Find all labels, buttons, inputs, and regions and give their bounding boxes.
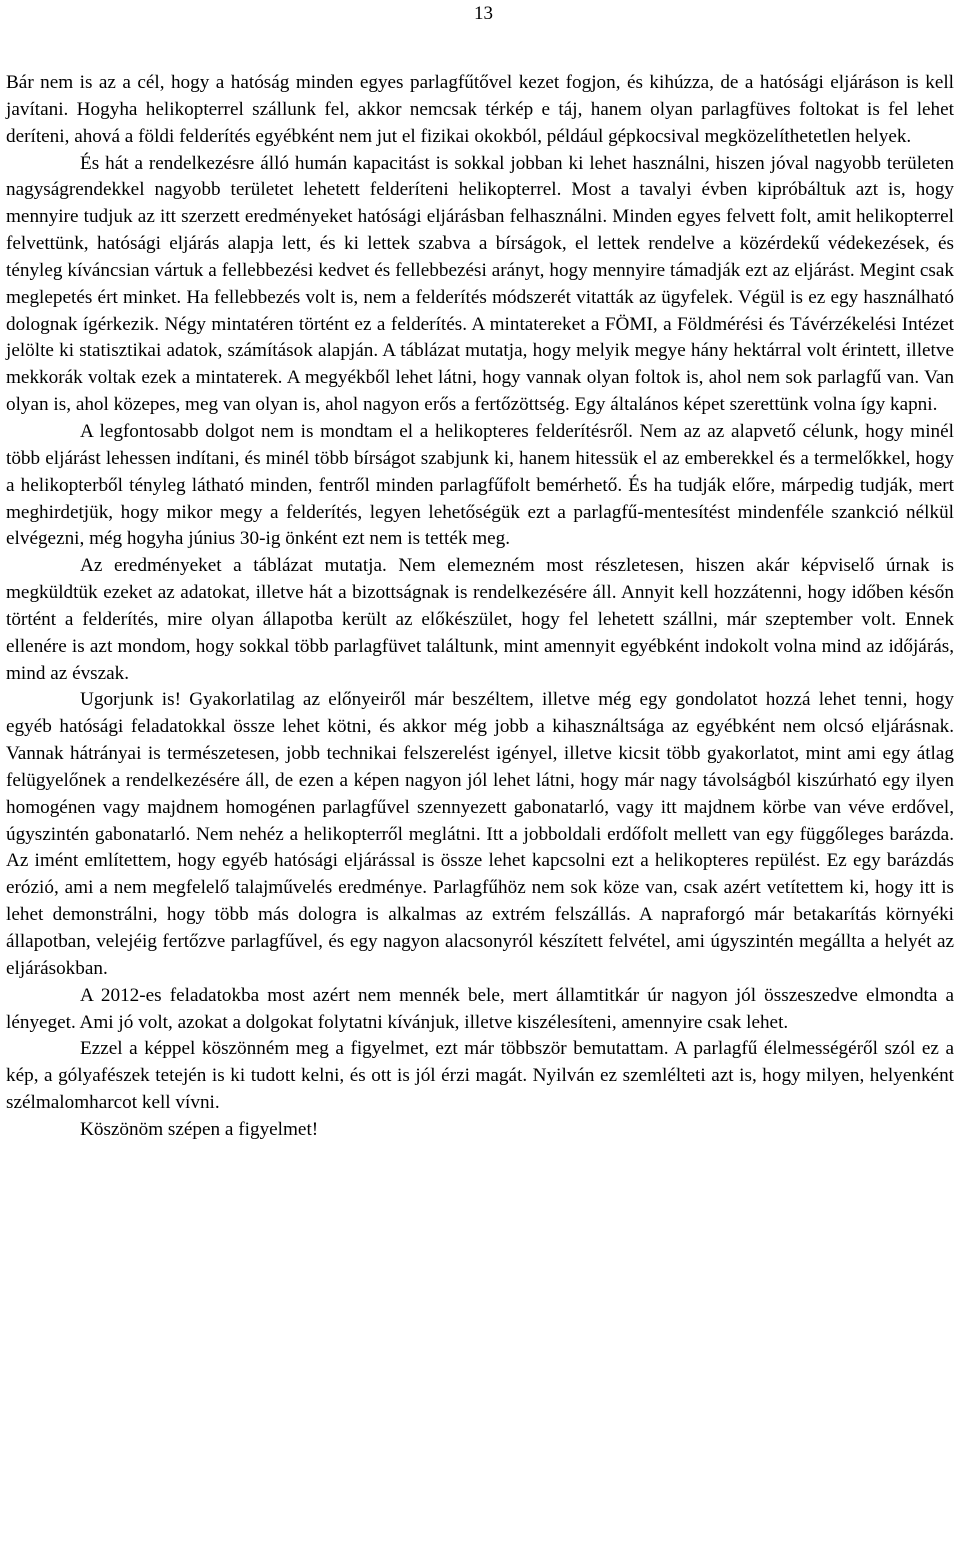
paragraph: Az eredményeket a táblázat mutatja. Nem elemezném most részletesen, hiszen akár képviselő úrnak is megküldtük ezeket az adatokat, illetve hát a bizottságnak is rendelkezésére áll. Annyit kell hozzátenni, hogy időben későn történt a felderítés, mire olyan állapotba került az előkészület, hogy fel lehetett szállni, már szeptember volt. Ennek ellenére is azt mondom, hogy sokkal több parlagfüvet találtunk, mint amennyit egyébként indokolt volna mind az időjárás, mind az évszak. xyxy=(6,555,954,684)
paragraph: A legfontosabb dolgot nem is mondtam el a helikopteres felderítésről. Nem az az alapvető célunk, hogy minél több eljárást lehessen indítani, és minél több bírságot szabjunk ki, hanem hitessük el az emberekkel és a termelőkkel, hogy a helikopterből tényleg látható minden, fentről minden parlagfűfolt bemérhető. És ha tudják előre, márpedig tudják, mert meghirdetjük, hogy mikor megy a felderítés, legyen lehetőségük ezt a parlagfű-mentesítést mindenféle szankció nélkül elvégezni, még hogyha június 30-ig önként ezt nem is tették meg. xyxy=(6,420,954,550)
paragraph: Ezzel a képpel köszönném meg a figyelmet, ezt már többször bemutattam. A parlagfű élelmességéről szól ez a kép, a gólyafészek tetején is ki tudott kelni, és ott is jól érzi magát. Nyilván ez szemlélteti azt is, hogy milyen, helyenként szélmalomharcot kell vívni. xyxy=(6,1038,954,1114)
page-number: 13 xyxy=(474,3,493,24)
paragraph: Ugorjunk is! Gyakorlatilag az előnyeiről már beszéltem, illetve még egy gondolatot hozzá lehet tenni, hogy egyéb hatósági feladatokkal össze lehet kötni, és akkor még jobb a kihasználtsága az egyébként nem olcsó eljárásnak. Vannak hátrányai is természetesen, jobb technikai felszerelést igényel, illetve kicsit több gyakorlatot, mint ami egy átlag felügyelőnek a rendelkezésére áll, de ezen a képen nagyon jól lehet látni, hogy már nagy távolságból kiszúrható egy ilyen homogénen vagy majdnem homogénen parlagfűvel szennyezett gabonatarló, vagy itt majdnem körbe van véve erdővel, úgyszintén gabonatarló. Nem nehéz a helikopterről meglátni. Itt a jobboldali erdőfolt mellett van egy függőleges barázda. Az imént említettem, hogy egyéb hatósági eljárással is össze lehet kapcsolni ezt a helikopteres repülést. Ez egy barázdás erózió, ami a nem megfelelő talajművelés eredménye. Parlagfűhöz nem sok köze van, csak azért vetítettem ki, hogy itt is lehet demonstrálni, hogy több más dologra is alkalmas az extrém felszállás. A napraforgó már betakarítás környéki állapotban, velejéig fertőzve parlagfűvel, és egy nagyon alacsonyról készített felvétel, ami úgyszintén megállta a helyét az eljárásokban. xyxy=(6,689,954,979)
document-body xyxy=(6,70,954,1144)
paragraph: És hát a rendelkezésre álló humán kapacitást is sokkal jobban ki lehet használni, hiszen jóval nagyobb területen nagyságrendekkel nagyobb területet lehetett felderíteni helikopterrel. Most a tavalyi évben kipróbáltuk azt is, hogy mennyire tudjuk az itt szerzett eredményeket hatósági eljárásban felhasználni. Minden egyes felvett folt, amit helikopterrel felvettünk, hatósági eljárás alapja lett, és ki lettek szabva a bírságok, el lettek rendelve a közérdekű védekezések, és tényleg kíváncsian vártuk a fellebbezési kedvet és fellebbezési arányt, hogy mennyire támadják ezt az eljárást. Megint csak meglepetés ért minket. Ha fellebbezés volt is, nem a felderítés módszerét vitatták az ügyfelek. Végül is ez egy használható dolognak ígérkezik. Négy mintatéren történt ez a felderítés. A mintatereket a FÖMI, a Földmérési és Távérzékelési Intézet jelölte ki statisztikai adatok, számítások alapján. A táblázat mutatja, hogy melyik megye hány hektárral volt érintett, illetve mekkorák voltak ezek a mintaterek. A megyékből lehet látni, hogy vannak olyan foltok is, ahol nem sok parlagfű van. Van olyan is, ahol közepes, meg van olyan is, ahol nagyon erős a fertőzöttség. Egy általános képet szerettünk volna így kapni. xyxy=(6,152,954,416)
paragraph: A 2012-es feladatokba most azért nem mennék bele, mert államtitkár úr nagyon jól összeszedve elmondta a lényeget. Ami jó volt, azokat a dolgokat folytatni kívánjuk, illetve kiszélesíteni, amennyire csak lehet. xyxy=(6,984,954,1033)
paragraph: Bár nem is az a cél, hogy a hatóság minden egyes parlagfűtővel kezet fogjon, és kihúzza, de a hatósági eljáráson is kell javítani. Hogyha helikopterrel szállunk fel, akkor nemcsak térkép e táj, hanem olyan parlagfüves foltokat is fel lehet deríteni, ahová a földi felderítés egyébként nem jut el fizikai okokból, például gépkocsival megközelíthetetlen helyek. xyxy=(6,72,954,147)
paragraph: Köszönöm szépen a figyelmet! xyxy=(80,1118,319,1140)
